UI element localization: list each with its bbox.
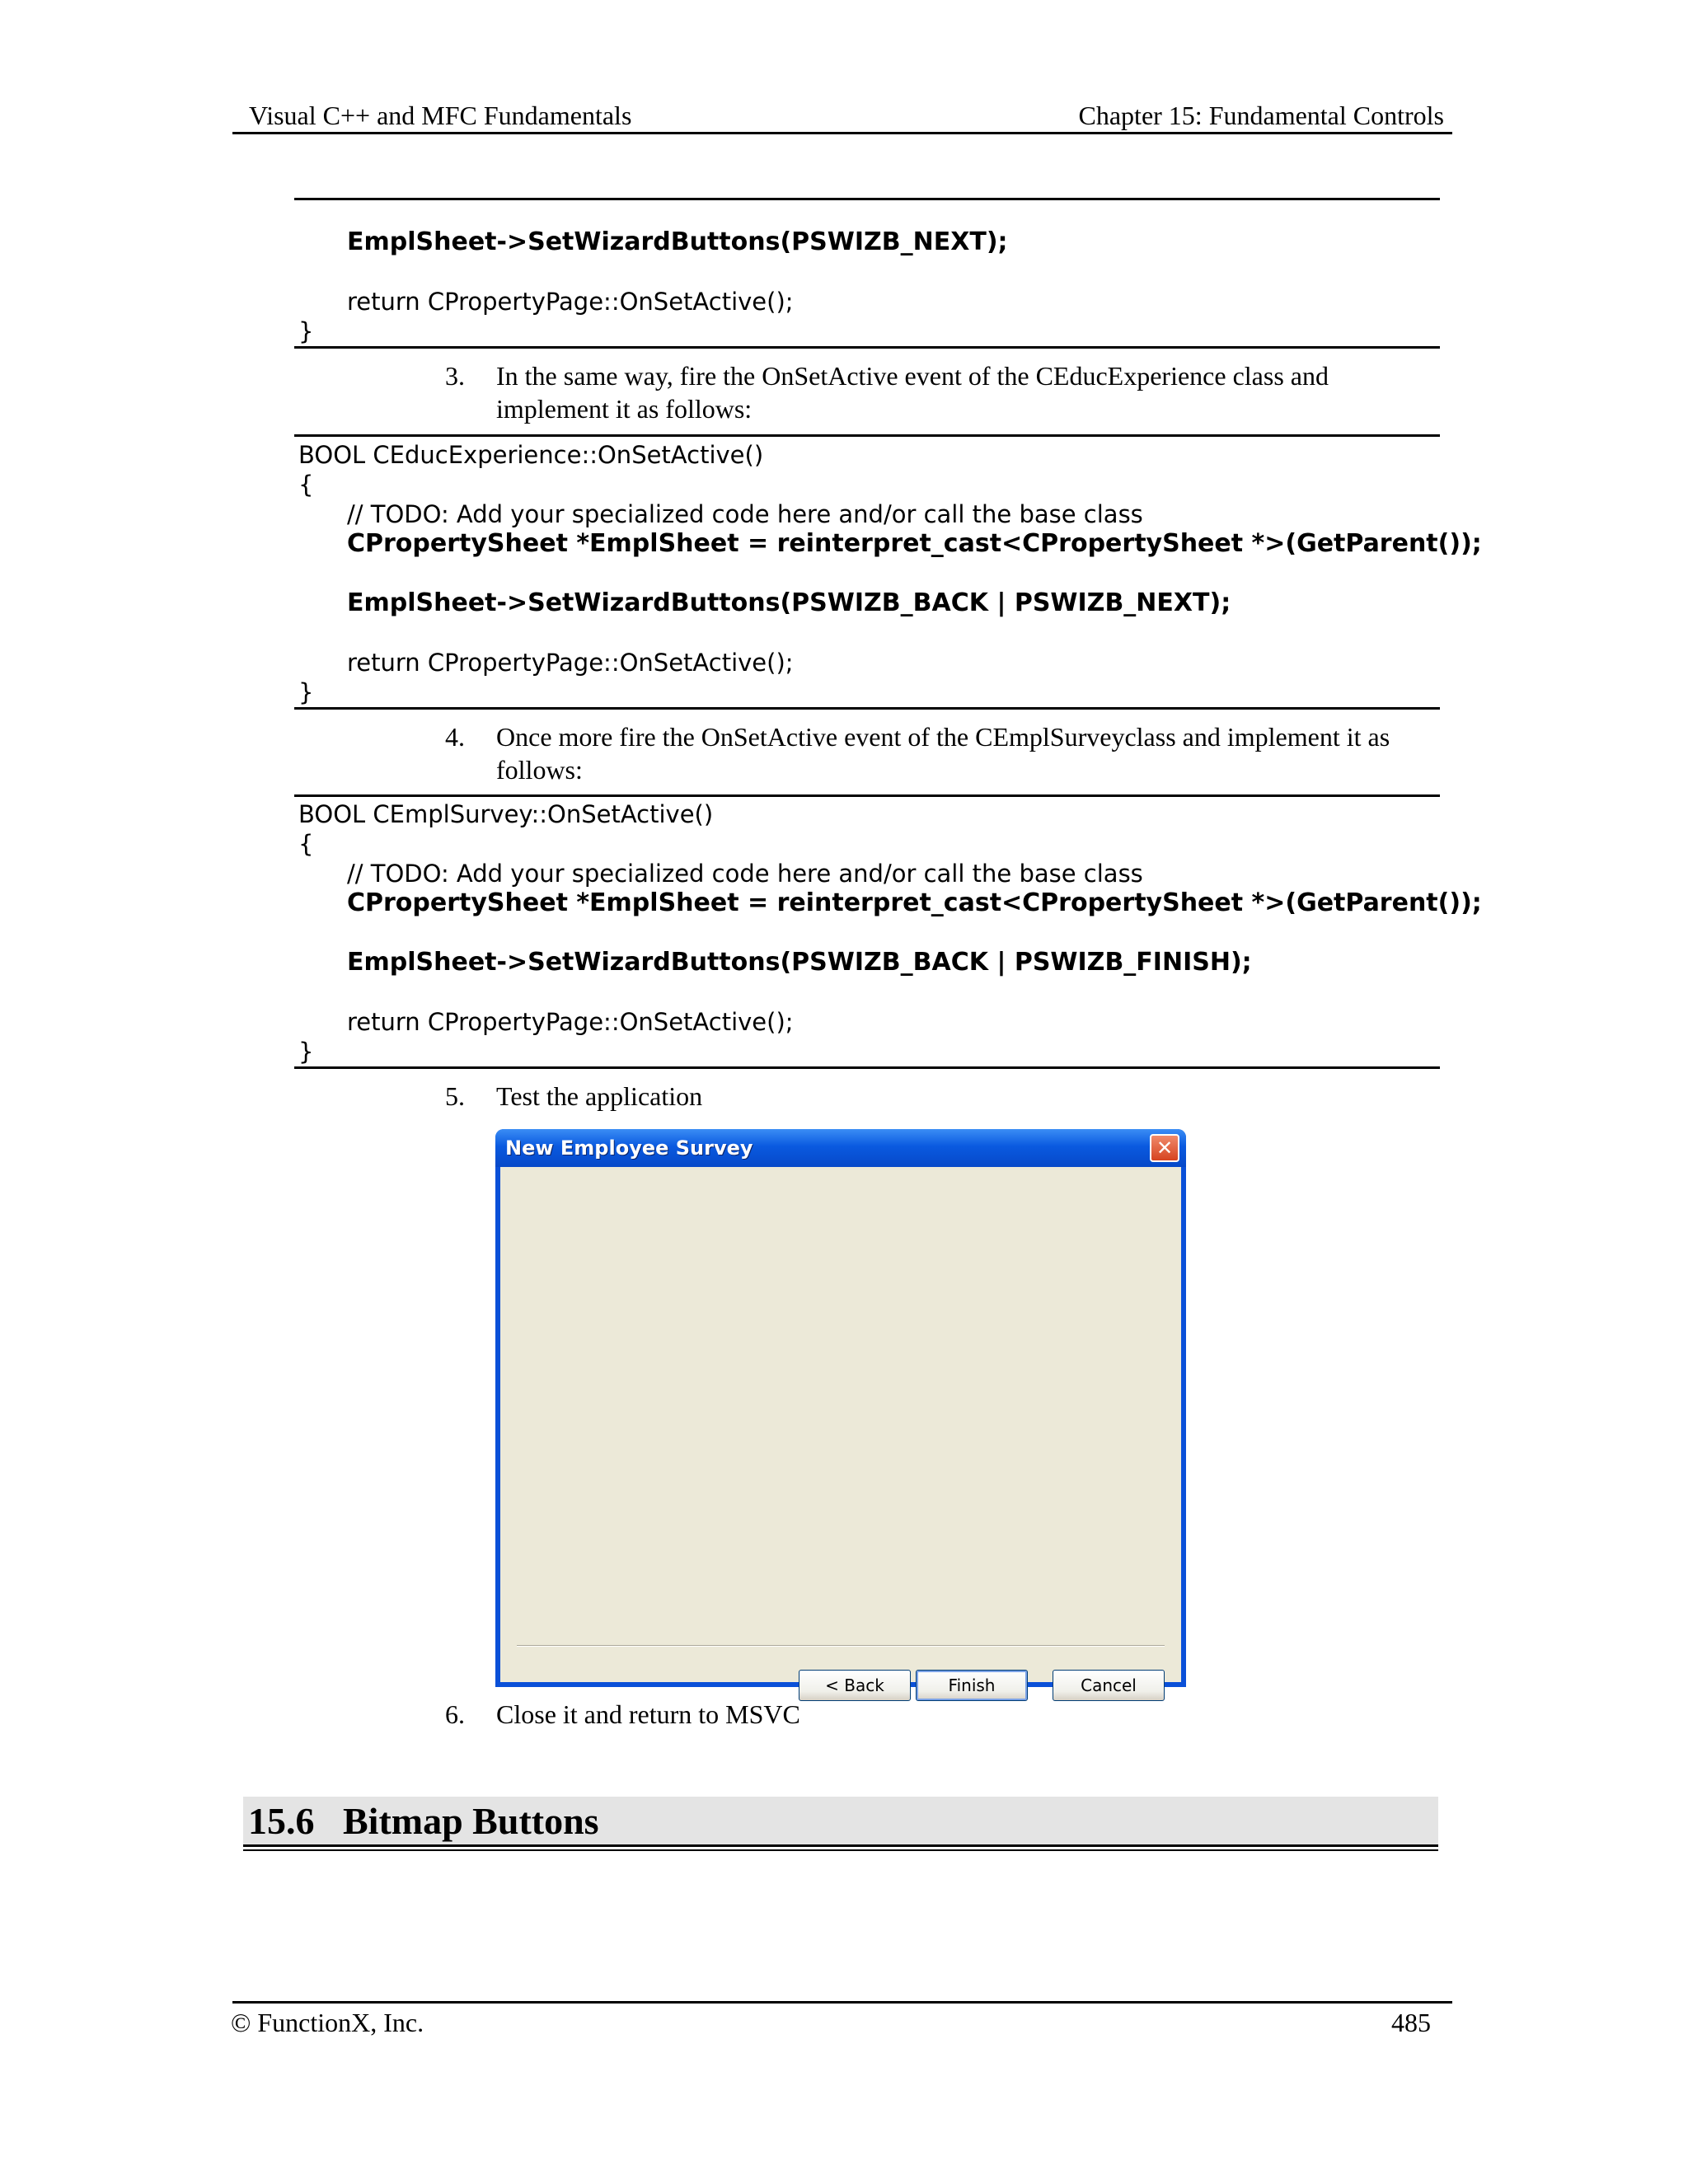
code-line: EmplSheet->SetWizardButtons(PSWIZB_BACK | PSWIZB_NEXT); (347, 588, 1231, 617)
step-number: 4. (445, 722, 465, 752)
step-number: 6. (445, 1699, 465, 1729)
step-number: 5. (445, 1081, 465, 1111)
code-line: return CPropertyPage::OnSetActive(); (347, 649, 794, 677)
footer-rule (232, 2001, 1452, 2004)
step-number: 3. (445, 361, 465, 391)
code-line: BOOL CEmplSurvey::OnSetActive() (298, 800, 714, 828)
code-block-3-bottom-rule (294, 1066, 1440, 1069)
code-comment: // TODO: Add your specialized code here and/or call the base class (347, 860, 1143, 888)
back-button[interactable]: < Back (799, 1670, 911, 1701)
code-line: } (298, 678, 314, 706)
code-block-1-bottom-rule (294, 346, 1440, 349)
step-text: Close it and return to MSVC (496, 1699, 800, 1729)
dialog-separator (517, 1645, 1165, 1647)
code-block-2-top-rule (294, 434, 1440, 437)
code-line: return CPropertyPage::OnSetActive(); (347, 1008, 794, 1036)
footer-copyright: © FunctionX, Inc. (231, 2008, 424, 2037)
code-line: CPropertySheet *EmplSheet = reinterpret_cast<CPropertySheet *>(GetParent()); (347, 888, 1482, 917)
code-block-1-top-rule (294, 198, 1440, 200)
code-line: return CPropertyPage::OnSetActive(); (347, 288, 794, 316)
step-text: Test the application (496, 1081, 703, 1111)
page-number: 485 (1391, 2008, 1431, 2037)
running-header-chapter: Chapter 15: Fundamental Controls (1078, 101, 1444, 130)
code-line: } (298, 1038, 314, 1066)
code-line: { (298, 471, 314, 499)
section-heading (243, 1797, 1438, 1844)
code-line: { (298, 830, 314, 858)
code-block-3-top-rule (294, 794, 1440, 797)
cancel-button[interactable]: Cancel (1053, 1670, 1165, 1701)
step-text: Once more fire the OnSetActive event of the CEmplSurveyclass and implement it as follows: (496, 722, 1390, 785)
header-rule (232, 132, 1452, 134)
dialog-title: New Employee Survey (505, 1137, 753, 1160)
dialog-title-bar (495, 1129, 1186, 1167)
code-block-2-bottom-rule (294, 707, 1440, 710)
code-line: } (298, 317, 314, 345)
section-rule (243, 1844, 1438, 1847)
code-line: EmplSheet->SetWizardButtons(PSWIZB_BACK | PSWIZB_FINISH); (347, 948, 1252, 977)
code-comment: // TODO: Add your specialized code here and/or call the base class (347, 500, 1143, 528)
code-line: EmplSheet->SetWizardButtons(PSWIZB_NEXT); (347, 227, 1008, 256)
step-text: In the same way, fire the OnSetActive event of the CEducExperience class and implement it as follows: (496, 361, 1329, 424)
section-title: 15.6 Bitmap Buttons (248, 1800, 599, 1842)
wizard-dialog-screenshot (495, 1129, 1186, 1695)
dialog-body (500, 1167, 1181, 1695)
section-rule (243, 1849, 1438, 1851)
code-line: CPropertySheet *EmplSheet = reinterpret_cast<CPropertySheet *>(GetParent()); (347, 529, 1482, 558)
finish-button[interactable]: Finish (916, 1670, 1028, 1701)
running-header-title: Visual C++ and MFC Fundamentals (249, 101, 632, 130)
close-icon[interactable]: ✕ (1150, 1134, 1179, 1162)
code-line: BOOL CEducExperience::OnSetActive() (298, 441, 764, 469)
